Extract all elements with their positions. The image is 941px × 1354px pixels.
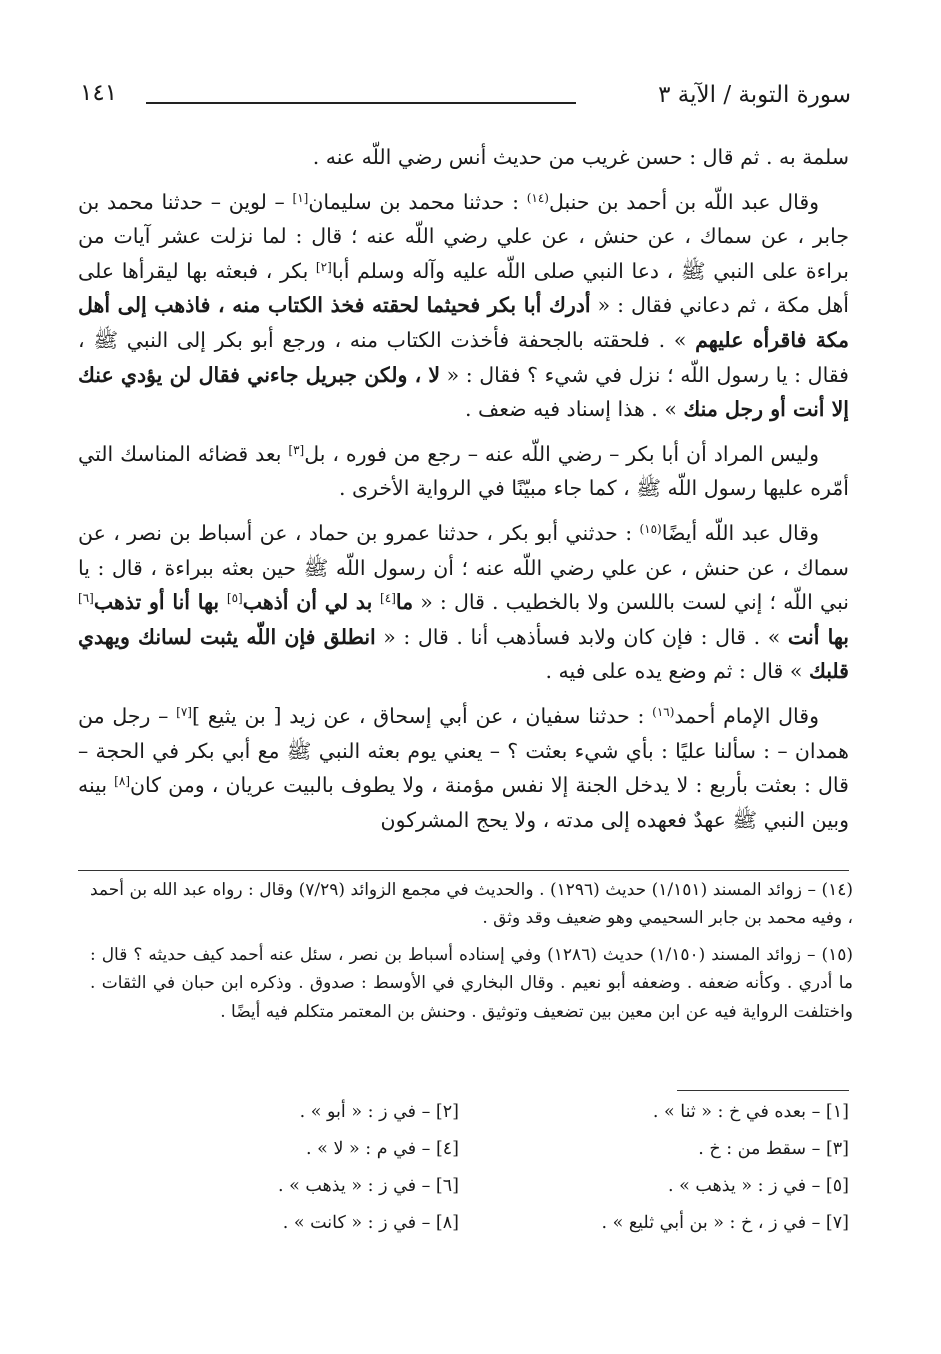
p4-quote-2: بد لي أن أذهب — [242, 590, 381, 615]
variant-note-1: [١] – بعده في خ : « ثنا » . — [652, 1102, 849, 1122]
p3-text-a: وليس المراد أن أبا بكر – رضي اللّه عنه – رجع من فوره ، بل — [304, 441, 819, 466]
p5-text-a: وقال الإمام أحمد — [674, 703, 819, 728]
p2-text-d: بكر ، فبعثه بها ليقرأها على أهل مكة ، ثم دعاني فقال : « — [78, 258, 849, 318]
footnote-ref-14[interactable]: (١٤) — [526, 190, 549, 205]
footnote-ref-15[interactable]: (١٥) — [639, 521, 662, 536]
p2-text-e: » . فلحقته بالجحفة فأخذت الكتاب منه ، ورجع أبو بكر إلى النبي ﷺ ، فقال : يا رسول اللّه ؛ نزل في شيء ؟ فقال : « — [78, 327, 849, 387]
paragraph-1 — [78, 140, 849, 175]
footnote-15: (١٥) – زوائد المسند (١/١٥٠) حديث (١٢٨٦) وفي إسناده أسباط بن نصر ، سئل عنه أحمد كيف حديثه ؟ قال : ما أدري . وكأنه ضعفه . وضعفه أبو نعيم . وقال البخاري في الأوسط : صدوق . وذكره ابن حبان في الثقات . واختلفت الرواية فيه عن ابن معين بين تضعيف وتوثيق . وحنش بن المعتمر متكلم فيه أيضًا . — [90, 944, 853, 1022]
page-number: ١٤١ — [80, 80, 118, 106]
p4-text-c: » . قال : فإن كان ولابد فسأذهب أنا . قال : « — [375, 624, 788, 649]
paragraph-1-text: سلمة به . ثم قال : حسن غريب من حديث أنس رضي اللّه عنه . — [312, 145, 849, 169]
footnotes-divider — [78, 870, 849, 871]
p4-quote-4: بها أنت — [787, 624, 850, 649]
footnote-ref-16[interactable]: (١٦) — [652, 704, 675, 719]
footnotes — [90, 876, 853, 1034]
p3-text-b: بعد قضائه المناسك التي أمّره عليها رسول اللّه ﷺ ، كما جاء مبيّنًا في الرواية الأخرى . — [78, 441, 849, 501]
manuscript-variants — [180, 1102, 849, 1252]
running-title: سورة التوبة / الآية ٣ — [658, 82, 851, 108]
variant-note-2: [٢] – في ز : « أبو » . — [299, 1102, 459, 1122]
variant-ref-8[interactable]: [٨] — [114, 774, 130, 789]
variant-ref-3[interactable]: [٣] — [288, 442, 305, 457]
p4-quote-1: ما — [395, 590, 414, 615]
variant-ref-6[interactable]: [٦] — [78, 591, 94, 606]
p4-text-d: » قال : ثم وضع يده على فيه . — [545, 659, 809, 684]
variant-note-7: [٧] – في ز ، خ : « بن أبي ثليع » . — [601, 1213, 849, 1233]
variant-ref-1[interactable]: [١] — [292, 190, 309, 205]
p5-text-d: بينه وبين النبي ﷺ عهدٌ فعهده إلى مدته ، ولا يحج المشركون — [78, 773, 849, 832]
variant-note-5: [٥] – في ز : « يذهب » . — [667, 1176, 849, 1196]
p5-text-b: : حدثنا سفيان ، عن أبي إسحاق ، عن زيد [ بن يثيع ] — [191, 703, 653, 728]
footnote-14: (١٤) – زوائد المسند (١/١٥١) حديث (١٢٩٦) . والحديث في مجمع الزوائد (٧/٢٩) وقال : رواه عبد الله بن أحمد ، وفيه محمد بن جابر السحيمي وهو ضعيف وقد وثق . — [90, 880, 853, 929]
variant-ref-4[interactable]: [٤] — [380, 591, 396, 606]
p4-text-b: : حدثني أبو بكر ، حدثنا عمرو بن حماد ، عن أسباط بن نصر ، عن سماك ، عن حنش ، عن علي رضي اللّه عنه ؛ أن رسول اللّه ﷺ حين بعثه ببراءة ، قال : يا نبي اللّه ؛ إني لست باللسن ولا بالخطيب . قال : « — [78, 520, 849, 615]
p2-text-f: » . هذا إسناد فيه ضعف . — [465, 397, 684, 422]
p5-text-c: – رجل من همدان – : سألنا عليًا : بأي شيء بعثت ؟ – يعني يوم بعثه النبي ﷺ مع أبي بكر في الحجة – قال : بعثت بأربع : لا يدخل الجنة إلا نفس مؤمنة ، ولا يطوف بالبيت عريان ، ومن كان — [78, 703, 849, 798]
p4-text-a: وقال عبد اللّه أيضًا — [661, 520, 819, 545]
variant-note-3: [٣] – سقط من : خ . — [698, 1139, 849, 1159]
paragraph-4 — [78, 516, 849, 689]
paragraph-5 — [78, 699, 849, 837]
variant-note-6: [٦] – في ز : « يذهب » . — [277, 1176, 459, 1196]
variant-ref-2[interactable]: [٢] — [315, 259, 332, 274]
p4-quote-5: انطلق فإن اللّه يثبت لسانك ويهدي قلبك — [78, 624, 849, 684]
variant-ref-5[interactable]: [٥] — [226, 591, 243, 606]
variant-note-4: [٤] – في م : « لا » . — [306, 1139, 459, 1159]
p2-text-c: – لوين – حدثنا محمد بن جابر ، عن سماك ، عن حنش ، عن علي رضي اللّه عنه ؛ قال : لما نزلت عشر آيات من براءة على النبي ﷺ ، دعا النبي صلى اللّه عليه وآله وسلم أبا — [78, 189, 849, 283]
p2-text-b: : حدثنا محمد بن سليمان — [308, 189, 527, 214]
p2-hadith-quote-2: لا ، ولكن جبريل جاءني فقال لن يؤدي عنك إلا أنت أو رجل منك — [78, 362, 849, 422]
paragraph-2 — [78, 185, 849, 427]
p2-text-a: وقال عبد اللّه بن أحمد بن حنبل — [548, 189, 820, 214]
paragraph-3 — [78, 437, 849, 506]
p2-hadith-quote-1: أدرك أبا بكر فحيثما لحقته فخذ الكتاب منه ، فاذهب إلى أهل مكة فاقرأه عليهم — [78, 293, 849, 352]
main-text — [78, 140, 849, 847]
header-rule — [146, 102, 576, 104]
variant-ref-7[interactable]: [٧] — [176, 704, 192, 719]
p4-quote-3: بها أنا أو تذهب — [93, 590, 227, 615]
variants-divider — [677, 1090, 849, 1091]
variant-note-8: [٨] – في ز : « كانت » . — [282, 1213, 459, 1233]
page-header — [80, 78, 851, 118]
